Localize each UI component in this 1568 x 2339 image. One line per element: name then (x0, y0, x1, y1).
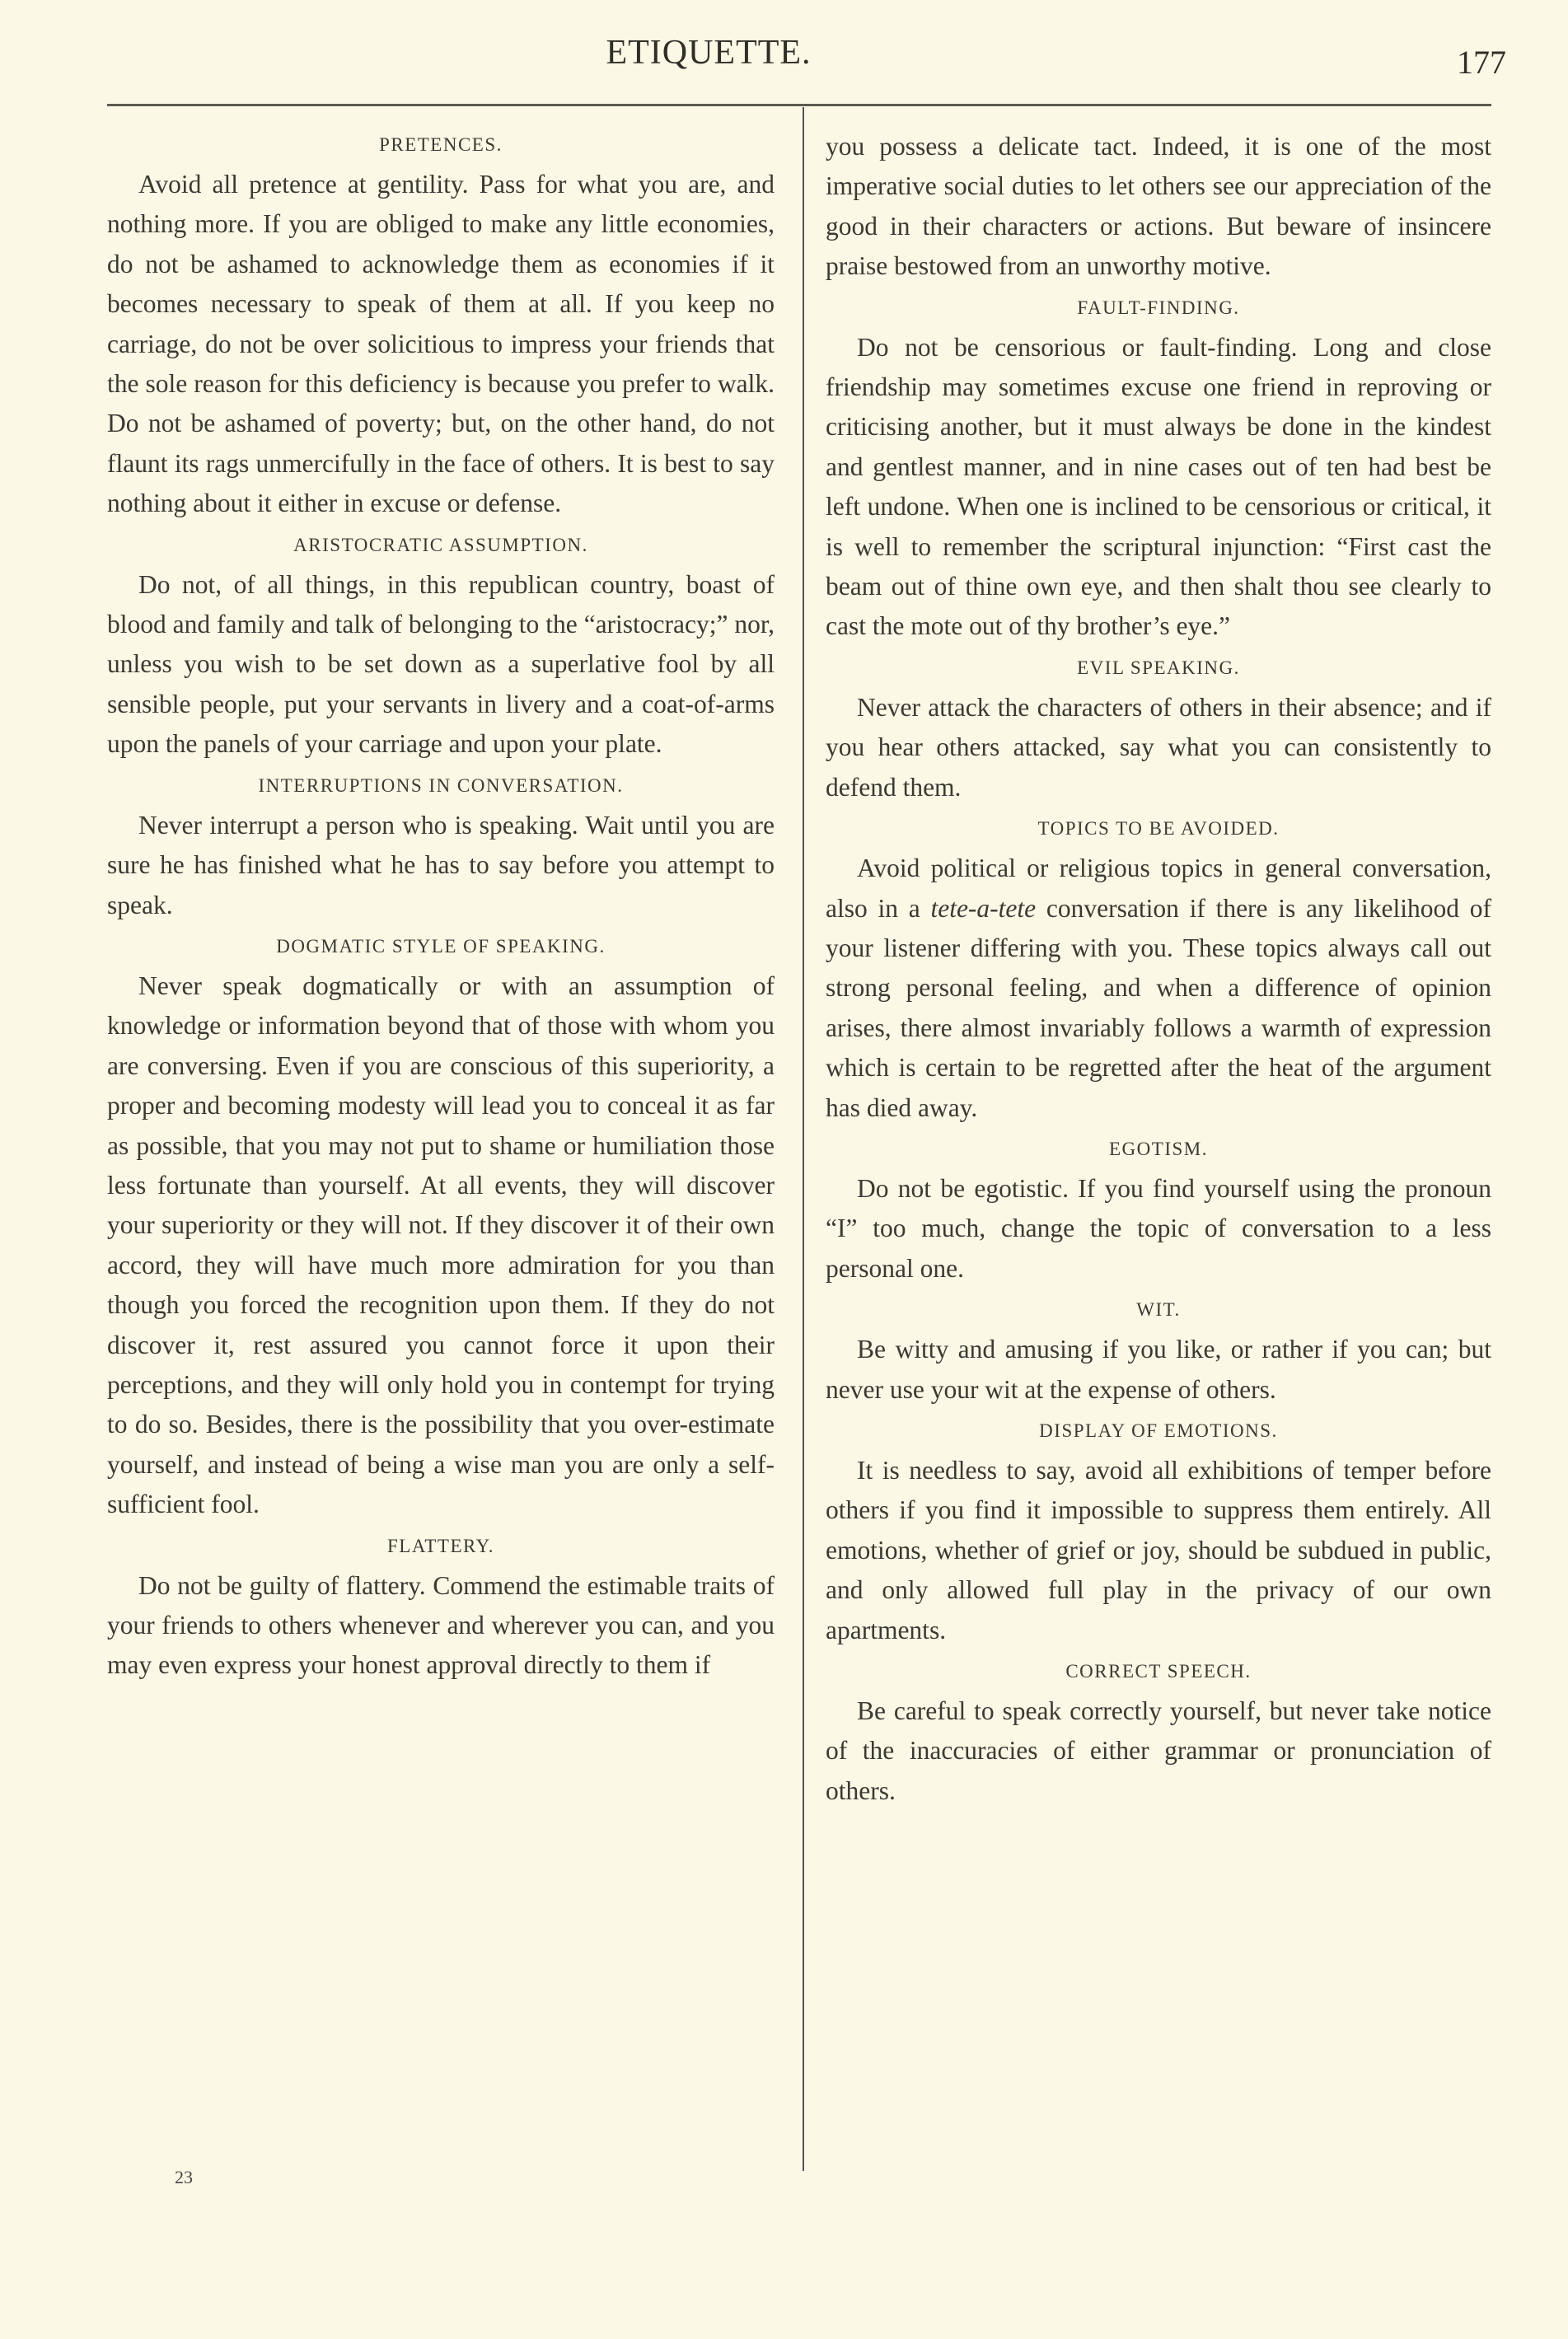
italic-phrase: tete-a-tete (930, 893, 1037, 923)
text-before: Avoid political or religious topics in general conversation, also in a (826, 854, 1491, 923)
section-fault-finding (826, 290, 1491, 647)
section-heading: TOPICS TO BE AVOIDED. (1037, 818, 1280, 840)
section-text (826, 849, 1491, 1128)
section-heading: WIT. (1136, 1299, 1181, 1321)
section-text: Be careful to speak correctly yourself, but never take notice of the inaccuracies of either grammar or pronunciation of others. (826, 1696, 1491, 1805)
section-text: Never interrupt a person who is speaking. Wait until you are sure he has finished what he has to say before you attempt to speak. (107, 810, 775, 919)
section-dogmatic-style (107, 929, 775, 1525)
section-heading: EGOTISM. (1109, 1138, 1208, 1159)
section-interruptions (107, 768, 775, 925)
section-heading: DOGMATIC STYLE OF SPEAKING. (276, 935, 606, 957)
left-column (107, 122, 775, 1686)
section-wit (826, 1292, 1491, 1410)
right-column (826, 122, 1491, 1811)
column-divider (803, 107, 804, 2171)
section-heading: CORRECT SPEECH. (1065, 1661, 1252, 1682)
section-heading: FLATTERY. (386, 1535, 495, 1556)
section-flattery (107, 1528, 775, 1686)
section-heading: PRETENCES. (379, 134, 503, 155)
section-heading: DISPLAY OF EMOTIONS. (1039, 1420, 1278, 1441)
section-text: Avoid all pretence at gentility. Pass for what you are, and nothing more. If you are obliged to make any little economies, do not be ashamed to acknowledge them as economies if it becomes necessary to speak of them at all. If you keep no carriage, do not be over solicitious to impress your friends that the sole reason for this deficiency is because you prefer to walk. Do not be ashamed of poverty; but, on the other hand, do not flaunt its rags unmercifully in the face of others. It is best to say nothing about it either in excuse or defense. (107, 170, 775, 518)
page-number: 177 (1457, 44, 1506, 81)
section-display-of-emotions (826, 1413, 1491, 1650)
section-correct-speech (826, 1654, 1491, 1811)
header-rule (107, 104, 1491, 106)
section-aristocratic-assumption (107, 527, 775, 765)
section-heading: INTERRUPTIONS IN CONVERSATION. (258, 774, 624, 796)
continuation-text: you possess a delicate tact. Indeed, it is one of the most imperative social duties to let others see our appreciation of the good in their characters or actions. But beware of insincere praise bestowed from an unworthy motive. (826, 132, 1491, 281)
section-text: Do not be guilty of flattery. Commend the estimable traits of your friends to others whenever and wherever you can, and you may even express your honest approval directly to them if (107, 1570, 775, 1680)
section-text: Do not be censorious or fault-finding. Long and close friendship may sometimes excuse one friend in reproving or criticising another, but it must always be done in the kindest and gentlest manner, and in nine cases out of ten had best be left undone. When one is inclined to be censorious or critical, it is well to remember the scriptural injunction: “First cast the beam out of thine own eye, and then shalt thou see clearly to cast the mote out of thy brother’s eye.” (826, 332, 1491, 641)
section-topics-to-be-avoided (826, 811, 1491, 1128)
section-evil-speaking (826, 650, 1491, 807)
text-after: conversation if there is any likelihood of your listener differing with you. These topics always call out strong personal feeling, and when a difference of opinion arises, there almost invariably follows a warmth of expression which is certain to be regretted after the heat of the argument has died away. (826, 893, 1491, 1122)
section-text: Never attack the characters of others in their absence; and if you hear others attacked, say what you can consistently to defend them. (826, 692, 1491, 802)
section-heading: FAULT-FINDING. (1077, 297, 1240, 318)
running-title: ETIQUETTE. (606, 34, 812, 72)
section-heading: EVIL SPEAKING. (1077, 657, 1240, 678)
section-egotism (826, 1131, 1491, 1289)
signature-mark: 23 (175, 2167, 193, 2187)
section-heading: ARISTOCRATIC ASSUMPTION. (293, 534, 588, 555)
section-text: Never speak dogmatically or with an assumption of knowledge or information beyond that of those with whom you are conversing. Even if you are conscious of this superiority, a proper and becoming modesty will lead you to conceal it as far as possible, that you may not put to shame or humiliation those less fortunate than yourself. At all events, they will discover your superiority or they will not. If they discover it of their own accord, they will have much more admiration for you than though you forced the recognition upon them. If they do not discover it, rest assured you cannot force it upon their perceptions, and they will only hold you in contempt for trying to do so. Besides, there is the possibility that you over-estimate yourself, and instead of being a wise man you are only a self-sufficient fool. (107, 971, 775, 1519)
section-text: It is needless to say, avoid all exhibitions of temper before others if you find it impossible to suppress them entirely. All emotions, whether of grief or joy, should be subdued in public, and only allowed full play in the privacy of our own apartments. (826, 1455, 1491, 1644)
section-pretences (107, 127, 775, 524)
section-text: Be witty and amusing if you like, or rather if you can; but never use your wit at the expense of others. (826, 1335, 1491, 1404)
section-text: Do not, of all things, in this republican country, boast of blood and family and talk of belonging to the “aristocracy;” nor, unless you wish to be set down as a superlative fool by all sensible people, put your servants in livery and a coat-of-arms upon the panels of your carriage and upon your plate. (107, 569, 775, 759)
section-text: Do not be egotistic. If you find yourself using the pronoun “I” too much, change the topic of conversation to a less personal one. (826, 1173, 1491, 1283)
